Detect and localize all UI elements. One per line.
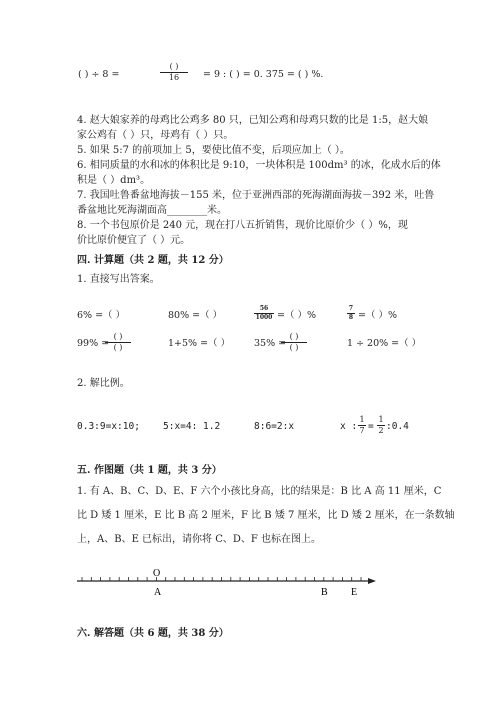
- proportion-4-fraction-1-2: [377, 416, 385, 435]
- fraction-numerator: ( ): [289, 332, 299, 341]
- fraction-denominator: 16: [168, 73, 180, 82]
- calc-1-plus-5-percent: 1+5% =（ ）: [168, 338, 231, 349]
- proportion-1: 0.3:9=x:10;: [77, 421, 140, 432]
- fill-line-1-fraction: [160, 63, 188, 82]
- calc-fraction-56-1000-answer: =（ ）%: [277, 310, 317, 321]
- fraction-denominator: 1000: [255, 314, 273, 321]
- number-line: [0, 560, 500, 600]
- point-b-label: B: [321, 587, 328, 598]
- question-8-line-1: 8. 一个书包原价是 240 元，现在打八五折销售，现价比原价少（ ）%，现: [77, 220, 408, 231]
- section-4-title: 四. 计算题（共 2 题，共 12 分）: [77, 255, 229, 266]
- calc-fraction-56-1000: [254, 306, 274, 321]
- fraction-numerator: 1: [378, 415, 384, 424]
- number-line-arrow-icon: [368, 578, 376, 584]
- calc-99-percent: 99% =: [77, 338, 110, 349]
- calc-80-percent: 80% =（ ）: [168, 310, 223, 321]
- proportion-4-fraction-1-7: [358, 416, 366, 435]
- calc-1-div-20-percent: 1 ÷ 20% =（ ）: [347, 338, 422, 349]
- fraction-denominator: ( ): [289, 343, 299, 352]
- fill-line-1-part-b: = 9 : ( ) = 0. 375 = ( ) %.: [203, 69, 324, 80]
- proportion-3: 8:6=2:x: [254, 421, 295, 432]
- fraction-denominator: ( ): [113, 343, 123, 352]
- fill-line-1-part-a: ( ) ÷ 8 =: [78, 69, 120, 80]
- question-4-line-1: 4. 赵大娘家养的母鸡比公鸡多 80 只，已知公鸡和母鸡只数的比是 1:5，赵大娘: [77, 115, 429, 126]
- point-a-label: A: [154, 587, 162, 598]
- proportion-4-equals: =: [368, 421, 374, 432]
- section-5-question-line-3: 上，A、B、E 已标出，请你将 C、D、F 也标在图上。: [77, 534, 322, 545]
- calc-6-percent: 6% =（ ）: [77, 310, 126, 321]
- fraction-numerator: ( ): [113, 332, 123, 341]
- section-5-question-line-1: 1. 有 A、B、C、D、E、F 六个小孩比身高，比的结果是：B 比 A 高 11 厘米，C: [77, 486, 442, 497]
- question-8-line-2: 价比原价便宜了（ ）元。: [77, 235, 191, 246]
- fraction-denominator: 8: [348, 314, 354, 321]
- section-4-sub-1: 1. 直接写出答案。: [77, 274, 160, 285]
- section-5-question-line-2: 比 D 矮 1 厘米，E 比 B 高 2 厘米，F 比 B 矮 7 厘米，比 D 矮 2 厘米，在一条数轴: [77, 510, 455, 521]
- fraction-numerator: 56: [259, 305, 269, 312]
- calc-35-percent-fraction-blank: [281, 333, 307, 352]
- question-6-line-1: 6. 相同质量的水和冰的体积比是 9:10，一块体积是 100dm³ 的冰，化成水后的体: [77, 160, 441, 171]
- calc-99-percent-fraction-blank: [105, 333, 131, 352]
- calc-fraction-7-8-answer: =（ ）%: [358, 310, 398, 321]
- proportion-2: 5:x=4: 1.2: [163, 421, 221, 432]
- fraction-denominator: 2: [378, 426, 384, 435]
- point-e-label: E: [351, 587, 358, 598]
- question-7-line-2: 番盆地比死海湖面高________米。: [77, 205, 227, 216]
- question-6-line-2: 积是（ ）dm³。: [77, 175, 151, 186]
- section-4-sub-2: 2. 解比例。: [77, 378, 130, 389]
- origin-label: O: [153, 568, 161, 579]
- section-5-title: 五. 作图题（共 1 题，共 3 分）: [77, 465, 222, 476]
- calc-35-percent: 35% =: [254, 338, 287, 349]
- question-4-line-2: 家公鸡有（ ）只，母鸡有（ ）只。: [77, 130, 234, 141]
- fraction-numerator: ( ): [169, 62, 179, 71]
- question-5: 5. 如果 5:7 的前项加上 5，要使比值不变，后项应加上（ ）。: [77, 145, 350, 156]
- proportion-4-part-a: x :: [340, 421, 358, 432]
- question-7-line-1: 7. 我国吐鲁番盆地海拔－155 米，位于亚洲西部的死海湖面海拔－392 米，吐鲁: [77, 190, 435, 201]
- fraction-numerator: 1: [359, 415, 365, 424]
- section-6-title: 六. 解答题（共 6 题，共 38 分）: [77, 628, 229, 639]
- fraction-denominator: 7: [359, 426, 365, 435]
- calc-fraction-7-8: [347, 306, 355, 321]
- fraction-numerator: 7: [348, 305, 354, 312]
- proportion-4-part-c: :0.4: [386, 421, 409, 432]
